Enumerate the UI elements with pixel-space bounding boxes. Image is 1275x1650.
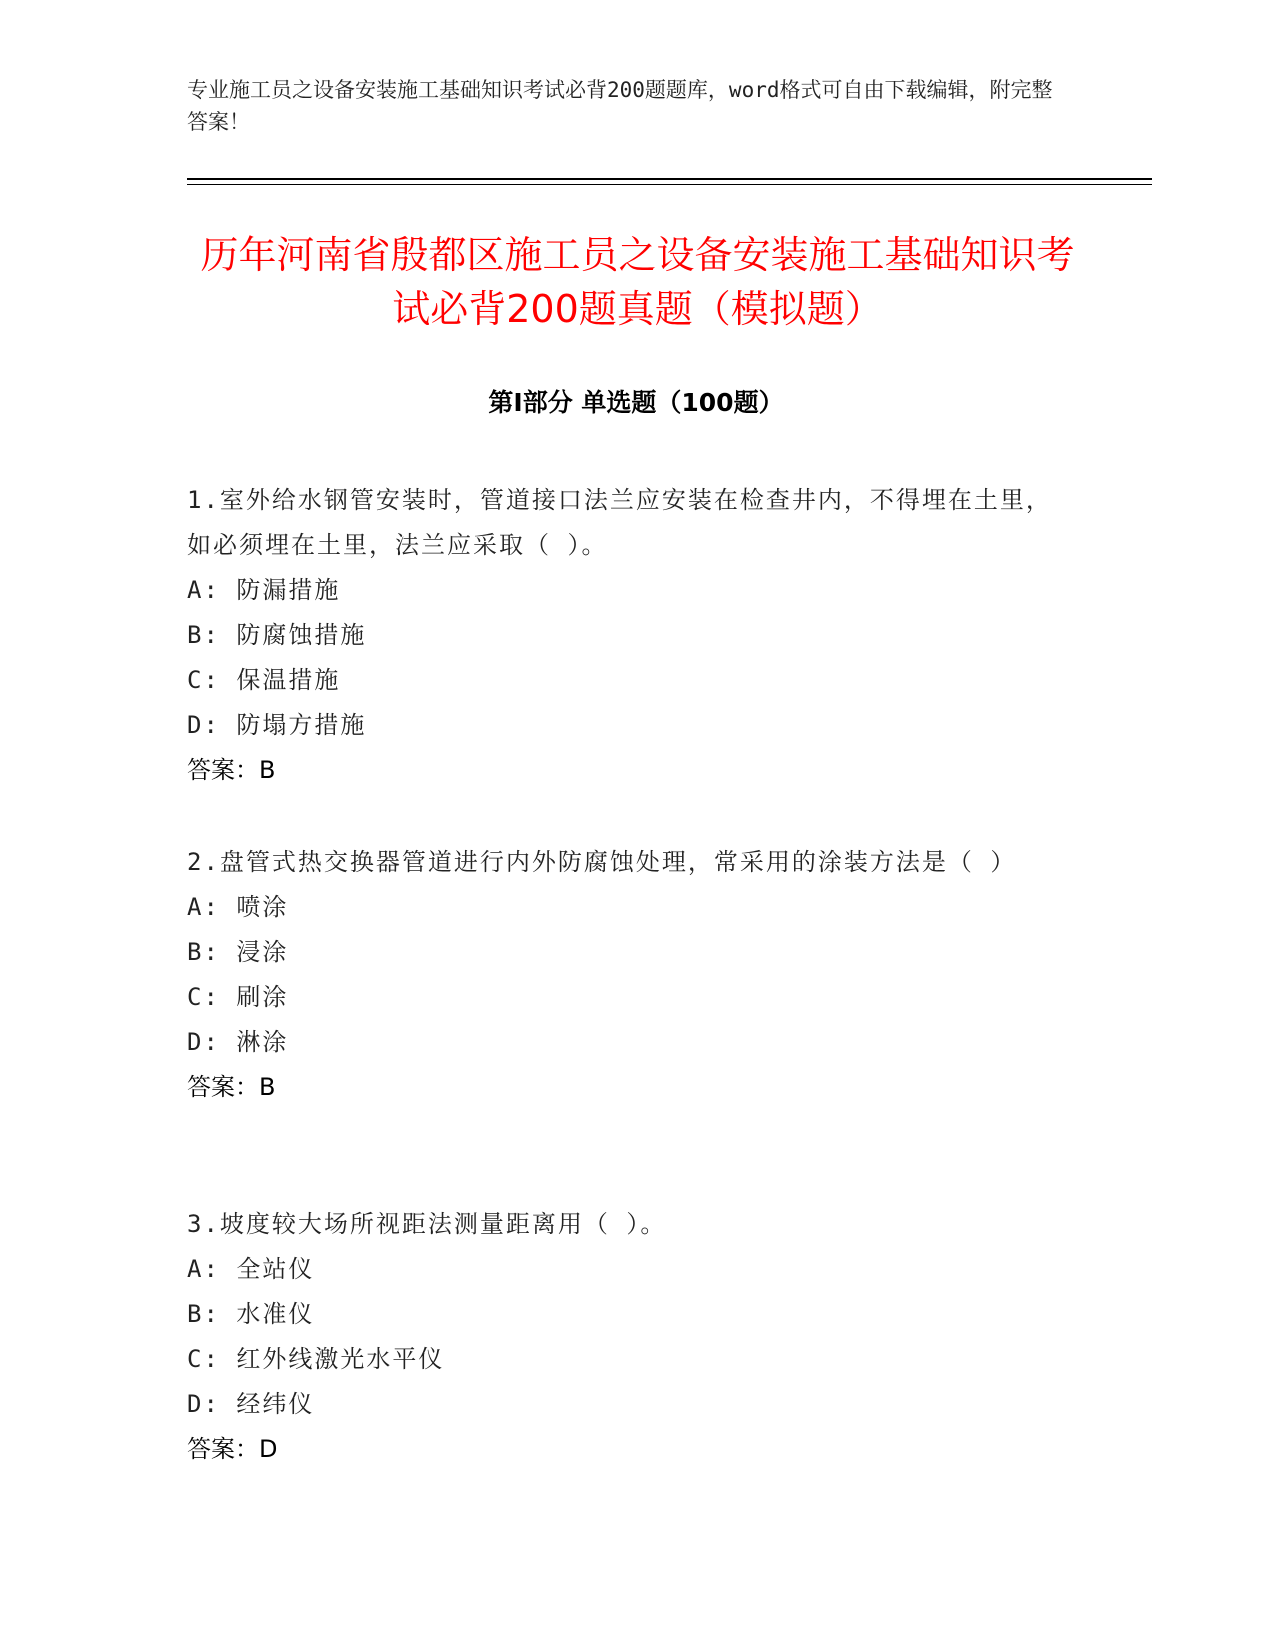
option-a: A: 喷涂 — [187, 893, 289, 921]
question-3 — [187, 1202, 1067, 1472]
question-2 — [187, 840, 1067, 1110]
answer: 答案：B — [187, 1073, 276, 1101]
option-d: D: 淋涂 — [187, 1028, 289, 1056]
option-b: B: 防腐蚀措施 — [187, 621, 367, 649]
option-b: B: 浸涂 — [187, 938, 289, 966]
option-d: D: 经纬仪 — [187, 1390, 315, 1418]
question-1 — [187, 478, 1067, 793]
option-d: D: 防塌方措施 — [187, 711, 367, 739]
document-title: 历年河南省殷都区施工员之设备安装施工基础知识考试必背200题真题（模拟题） — [200, 233, 1075, 331]
option-c: C: 保温措施 — [187, 666, 341, 694]
answer: 答案：D — [187, 1435, 278, 1463]
question-stem: 1.室外给水钢管安装时，管道接口法兰应安装在检查井内，不得埋在土里，如必须埋在土里，法兰应采取（ ）。 — [187, 486, 1052, 559]
option-a: A: 防漏措施 — [187, 576, 341, 604]
question-stem: 2.盘管式热交换器管道进行内外防腐蚀处理，常采用的涂装方法是（ ） — [187, 848, 1017, 876]
option-c: C: 红外线激光水平仪 — [187, 1345, 445, 1373]
header-rule-thin — [187, 184, 1152, 185]
option-a: A: 全站仪 — [187, 1255, 315, 1283]
option-c: C: 刷涂 — [187, 983, 289, 1011]
header-note: 专业施工员之设备安装施工基础知识考试必背200题题库，word格式可自由下载编辑，附完整答案！ — [187, 78, 1053, 134]
header-rule-thick — [187, 178, 1152, 180]
option-b: B: 水准仪 — [187, 1300, 315, 1328]
question-stem: 3.坡度较大场所视距法测量距离用（ ）。 — [187, 1210, 667, 1238]
answer: 答案：B — [187, 756, 276, 784]
section-heading: 第Ⅰ部分 单选题（100题） — [488, 388, 784, 417]
